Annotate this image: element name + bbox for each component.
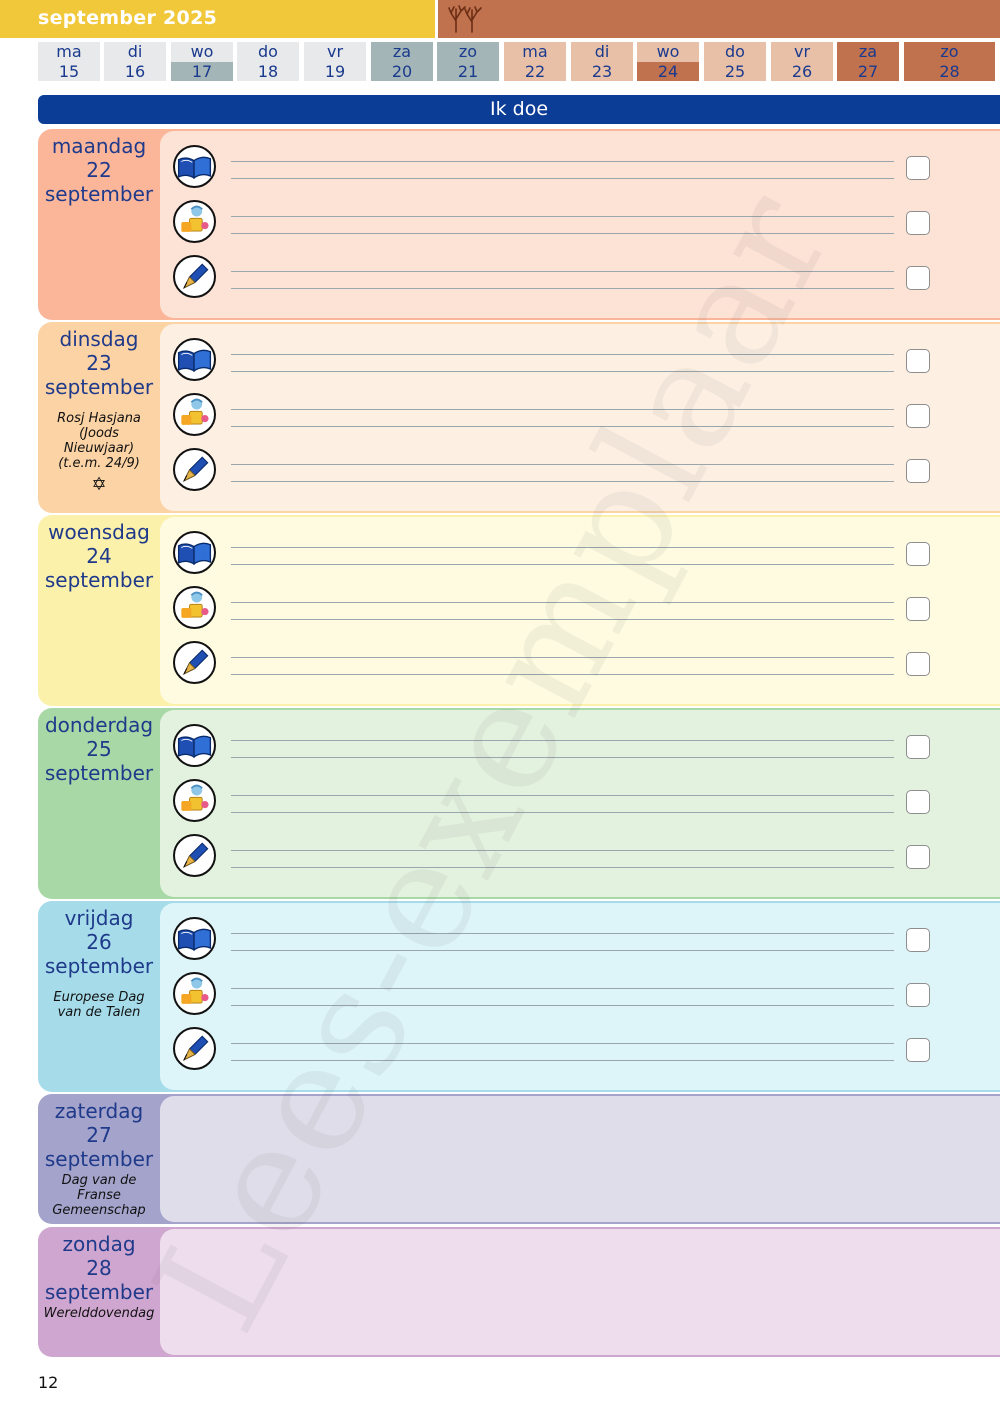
- day-label: [38, 1232, 160, 1321]
- day-number: 27: [86, 1123, 112, 1147]
- task-checkbox[interactable]: [906, 211, 930, 235]
- writing-line[interactable]: [231, 950, 894, 951]
- writing-line[interactable]: [231, 547, 894, 548]
- writing-line[interactable]: [231, 354, 894, 355]
- task-row: [173, 915, 1000, 965]
- pen-nib-icon: [173, 255, 216, 298]
- task-checkbox[interactable]: [906, 404, 930, 428]
- week-day-name: do: [258, 42, 278, 61]
- writing-line[interactable]: [231, 1005, 894, 1006]
- toys-icon: [173, 972, 216, 1015]
- star-of-david-icon: ✡: [91, 474, 107, 495]
- week-day-wo-24: [637, 42, 699, 81]
- week-day-date: 16: [104, 62, 166, 81]
- week-day-date: 28: [904, 62, 995, 81]
- day-block-dinsdag: [38, 322, 1000, 513]
- writing-line[interactable]: [231, 674, 894, 675]
- task-checkbox[interactable]: [906, 156, 930, 180]
- week-day-date: 25: [704, 62, 766, 81]
- week-day-zo-21: [437, 42, 499, 81]
- day-name: zondag: [62, 1232, 136, 1256]
- writing-line[interactable]: [231, 481, 894, 482]
- writing-line[interactable]: [231, 161, 894, 162]
- task-row: [173, 143, 1000, 193]
- book-icon: [173, 724, 216, 767]
- task-row: [173, 970, 1000, 1020]
- day-month: september: [44, 1147, 154, 1171]
- task-checkbox[interactable]: [906, 542, 930, 566]
- week-day-date: 23: [571, 62, 633, 81]
- week-day-za-27: [837, 42, 899, 81]
- writing-line[interactable]: [231, 464, 894, 465]
- pen-nib-icon: [173, 641, 216, 684]
- task-row: [173, 1025, 1000, 1075]
- task-row: [173, 529, 1000, 579]
- writing-line[interactable]: [231, 409, 894, 410]
- day-block-zaterdag: [38, 1094, 1000, 1224]
- day-label: [38, 713, 160, 785]
- day-block-maandag: [38, 129, 1000, 320]
- day-number: 25: [86, 737, 112, 761]
- writing-line[interactable]: [231, 564, 894, 565]
- day-label: [38, 1099, 160, 1218]
- day-block-donderdag: [38, 708, 1000, 899]
- writing-line[interactable]: [231, 619, 894, 620]
- task-checkbox[interactable]: [906, 845, 930, 869]
- week-day-date: 17: [171, 62, 233, 81]
- section-title: Ik doe: [38, 95, 1000, 124]
- week-day-name: wo: [656, 42, 680, 61]
- week-bar: [438, 0, 1000, 38]
- task-row: [173, 777, 1000, 827]
- task-row: [173, 832, 1000, 882]
- day-month: september: [44, 954, 154, 978]
- day-number: 23: [86, 351, 112, 375]
- week-day-name: vr: [326, 42, 344, 61]
- writing-line[interactable]: [231, 1060, 894, 1061]
- day-label: [38, 134, 160, 206]
- week-day-ma-15: [38, 42, 100, 81]
- writing-line[interactable]: [231, 795, 894, 796]
- task-checkbox[interactable]: [906, 349, 930, 373]
- toys-icon: [173, 586, 216, 629]
- week-day-do-18: [237, 42, 299, 81]
- book-icon: [173, 145, 216, 188]
- task-row: [173, 253, 1000, 303]
- week-day-date: 27: [837, 62, 899, 81]
- writing-line[interactable]: [231, 288, 894, 289]
- book-icon: [173, 917, 216, 960]
- day-note: Rosj Hasjana (Joods Nieuwjaar) (t.e.m. 24/9): [57, 411, 141, 471]
- task-checkbox[interactable]: [906, 652, 930, 676]
- task-checkbox[interactable]: [906, 1038, 930, 1062]
- week-day-name: za: [858, 42, 878, 61]
- writing-line[interactable]: [231, 812, 894, 813]
- day-number: 26: [86, 930, 112, 954]
- week-day-name: za: [392, 42, 412, 61]
- week-day-di-16: [104, 42, 166, 81]
- week-day-date: 22: [504, 62, 566, 81]
- week-day-name: di: [594, 42, 610, 61]
- writing-line[interactable]: [231, 657, 894, 658]
- day-month: september: [44, 761, 154, 785]
- week-day-name: di: [127, 42, 143, 61]
- book-icon: [173, 531, 216, 574]
- day-name: woensdag: [48, 520, 150, 544]
- week-day-di-23: [571, 42, 633, 81]
- week-day-zo-28: [904, 42, 995, 81]
- page-number: 12: [38, 1373, 59, 1392]
- week-day-ma-22: [504, 42, 566, 81]
- week-day-date: 19: [304, 62, 366, 81]
- task-checkbox[interactable]: [906, 928, 930, 952]
- task-row: [173, 336, 1000, 386]
- day-name: zaterdag: [54, 1099, 144, 1123]
- week-day-date: 20: [371, 62, 433, 81]
- day-month: september: [44, 568, 154, 592]
- day-month: september: [44, 375, 154, 399]
- writing-line[interactable]: [231, 1043, 894, 1044]
- day-note: Dag van de Franse Gemeenschap: [52, 1173, 146, 1218]
- writing-line[interactable]: [231, 371, 894, 372]
- writing-line[interactable]: [231, 602, 894, 603]
- week-day-vr-26: [771, 42, 833, 81]
- day-number: 24: [86, 544, 112, 568]
- writing-line[interactable]: [231, 216, 894, 217]
- day-name: donderdag: [44, 713, 154, 737]
- writing-line[interactable]: [231, 933, 894, 934]
- week-day-date: 24: [637, 62, 699, 81]
- day-month: september: [44, 1280, 154, 1304]
- day-name: maandag: [51, 134, 147, 158]
- task-row: [173, 722, 1000, 772]
- week-day-date: 15: [38, 62, 100, 81]
- week-day-name: vr: [793, 42, 811, 61]
- task-checkbox[interactable]: [906, 597, 930, 621]
- task-row: [173, 446, 1000, 496]
- task-checkbox[interactable]: [906, 459, 930, 483]
- pen-nib-icon: [173, 448, 216, 491]
- day-label: [38, 520, 160, 592]
- week-day-date: 18: [237, 62, 299, 81]
- writing-line[interactable]: [231, 178, 894, 179]
- week-day-vr-19: [304, 42, 366, 81]
- book-icon: [173, 338, 216, 381]
- toys-icon: [173, 393, 216, 436]
- toys-icon: [173, 779, 216, 822]
- task-checkbox[interactable]: [906, 266, 930, 290]
- week-day-do-25: [704, 42, 766, 81]
- task-row: [173, 391, 1000, 441]
- bare-trees-icon: [446, 3, 484, 33]
- week-day-name: ma: [56, 42, 82, 61]
- task-checkbox[interactable]: [906, 735, 930, 759]
- week-day-za-20: [371, 42, 433, 81]
- day-name: dinsdag: [59, 327, 139, 351]
- day-name: vrijdag: [64, 906, 134, 930]
- writing-line[interactable]: [231, 426, 894, 427]
- task-checkbox[interactable]: [906, 790, 930, 814]
- writing-line[interactable]: [231, 988, 894, 989]
- writing-area[interactable]: [160, 1096, 1000, 1222]
- week-day-name: ma: [522, 42, 548, 61]
- writing-line[interactable]: [231, 233, 894, 234]
- week-day-date: 21: [437, 62, 499, 81]
- pen-nib-icon: [173, 1027, 216, 1070]
- day-note: Europese Dag van de Talen: [53, 990, 145, 1020]
- task-row: [173, 198, 1000, 248]
- week-day-wo-17: [171, 42, 233, 81]
- day-block-vrijdag: [38, 901, 1000, 1092]
- day-note: Werelddovendag: [43, 1306, 155, 1321]
- week-day-name: wo: [190, 42, 214, 61]
- day-month: september: [44, 182, 154, 206]
- pen-nib-icon: [173, 834, 216, 877]
- task-checkbox[interactable]: [906, 983, 930, 1007]
- week-day-name: zo: [458, 42, 478, 61]
- week-day-date: 26: [771, 62, 833, 81]
- day-label: [38, 906, 160, 1020]
- day-number: 22: [86, 158, 112, 182]
- day-block-zondag: [38, 1227, 1000, 1357]
- writing-line[interactable]: [231, 271, 894, 272]
- task-row: [173, 639, 1000, 689]
- writing-line[interactable]: [231, 740, 894, 741]
- week-day-name: zo: [940, 42, 959, 61]
- day-block-woensdag: [38, 515, 1000, 706]
- task-row: [173, 584, 1000, 634]
- month-title: september 2025: [38, 7, 218, 29]
- writing-area[interactable]: [160, 1229, 1000, 1355]
- week-day-name: do: [725, 42, 745, 61]
- toys-icon: [173, 200, 216, 243]
- day-label: [38, 327, 160, 495]
- writing-line[interactable]: [231, 867, 894, 868]
- writing-line[interactable]: [231, 757, 894, 758]
- day-number: 28: [86, 1256, 112, 1280]
- writing-line[interactable]: [231, 850, 894, 851]
